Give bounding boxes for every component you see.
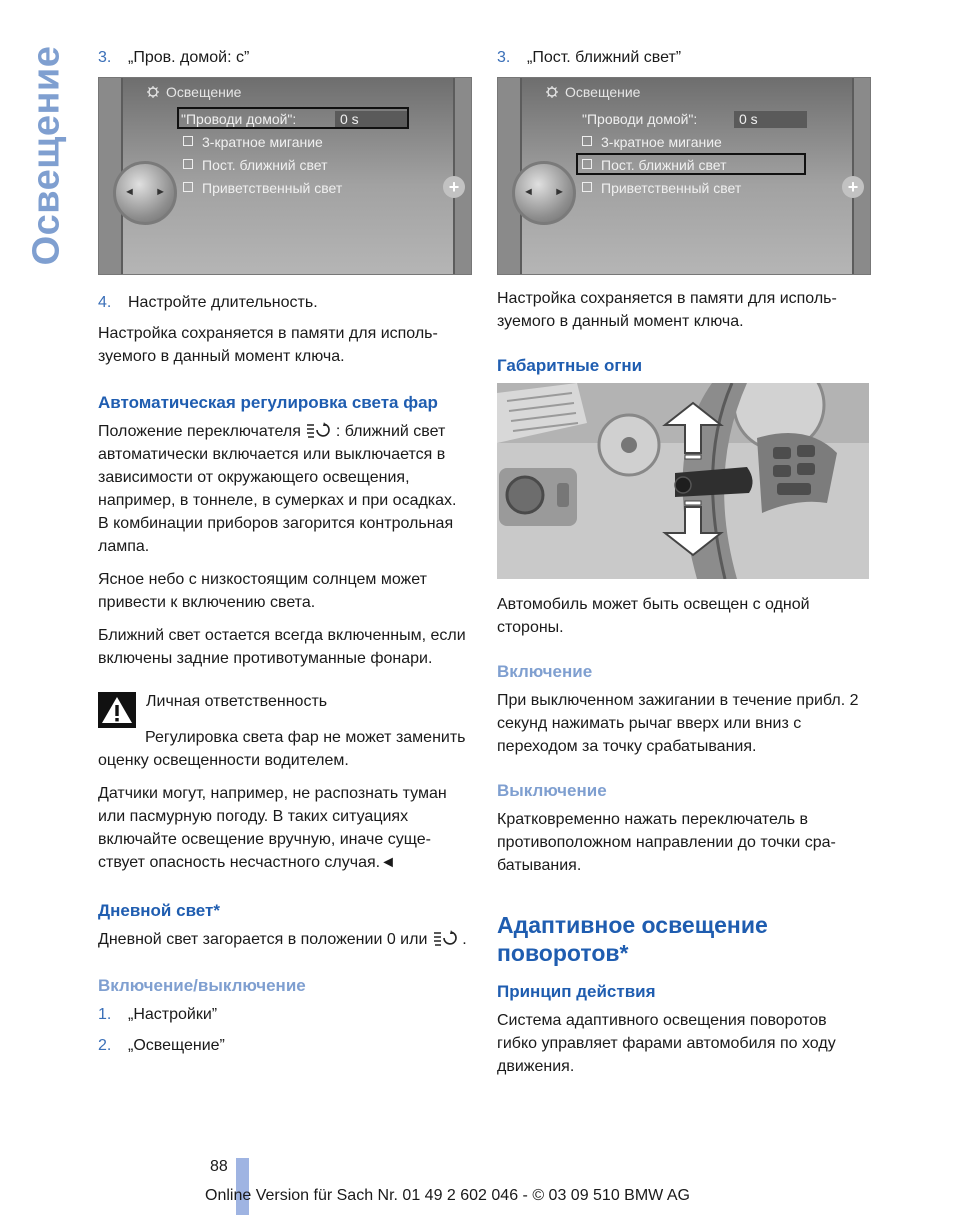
step-number: 1. [98,1006,112,1023]
menu-item-triple-flash[interactable]: 3-кратное мигание [582,134,722,150]
menu-item-daytime-low-beam[interactable]: Пост. ближний свет [582,157,727,173]
warning-block [98,690,470,728]
step-text: „Пров. домой: с” [128,49,250,66]
step-number: 2. [98,1037,112,1054]
menu-item-triple-flash[interactable]: 3-кратное мигание [183,134,323,150]
warning-triangle-icon [98,692,136,728]
saved-note: Настройка сохраняется в памяти для используемого в данный момент ключа. [497,290,837,330]
heading-adaptive-lights: Адаптивное освещение поворотов* [497,912,768,966]
one-side-text: Автомобиль может быть освещен с одной стороны. [497,596,810,636]
heading-auto-headlights: Автоматическая регулировка света фар [98,393,438,412]
menu-item-home-lights[interactable] [582,111,697,127]
step-text: „Настройки” [128,1006,218,1023]
steering-column-lever-illustration [497,383,869,579]
step-text: „Освещение” [128,1037,225,1054]
menu-item-welcome-light[interactable]: Приветственный свет [582,180,741,196]
warning-title: Личная ответственность [146,693,328,710]
switch-off-text: Кратковременно нажать переключатель в противоположном направлении до точки срабатывания. [497,811,836,874]
home-lights-value-field[interactable]: 0 s [734,111,807,128]
lighting-settings-icon [544,85,560,99]
switch-on-text: При выключенном зажигании в течение прибл. 2 секунд нажимать рычаг вверх или вниз с переходом за точку срабатывания. [497,692,859,755]
selection-highlight [576,153,806,175]
auto-light-switch-icon [305,421,331,439]
home-lights-value-field[interactable]: 0 s [335,111,408,128]
screen-title: Освещение [166,84,242,100]
principle-text: Система адаптивного освещения поворотов гибко управляет фарами автомобиля по ходу движения. [497,1012,836,1075]
arrow-left-icon: ◄ [523,186,534,198]
step-text: „Пост. ближний свет” [527,49,682,66]
checkbox-icon [582,136,592,146]
checkbox-icon [582,182,592,192]
fog-lamps-text: Ближний свет остается всегда включенным, если включены задние противотуманные фонари. [98,627,466,667]
step-4 [98,291,470,314]
page-number: 88 [210,1158,228,1175]
chapter-side-title: Освещение [25,45,68,265]
sensors-text: Датчики могут, например, не распознать туман или пасмурную погоду. В таких ситуациях включайте освещение вручную, иначе существует опасность несчастного случая.◄ [98,785,447,871]
menu-item-welcome-light[interactable]: Приветственный свет [183,180,342,196]
saved-note: Настройка сохраняется в памяти для используемого в данный момент ключа. [98,325,438,365]
auto-headlights-text: Положение переключателя : ближний свет автоматически включается или выключается в зависимости от окружающего освещения, например, в тоннеле, в сумерках и при осадках. В комбинации приборов загорится контрольная лампа. [98,423,457,555]
step-2 [98,1034,470,1057]
step-3 [98,46,470,69]
checkbox-icon [183,136,193,146]
menu-item-daytime-low-beam[interactable]: Пост. ближний свет [183,157,328,173]
screen-title-bar [544,84,640,100]
heading-parking-lights: Габаритные огни [497,356,643,375]
plus-icon: + [443,176,465,198]
controller-knob-icon [512,161,576,225]
home-lights-label: "Проводи домой": [181,111,297,127]
step-3 [497,46,869,69]
heading-daytime-lights: Дневной свет* [98,901,220,920]
heading-switch-on: Включение [497,662,593,681]
step-number: 3. [98,49,112,66]
idrive-screen-home-lights [98,77,472,275]
screen-title-bar [145,84,241,100]
plus-icon: + [842,176,864,198]
idrive-screen-daytime-low-beam [497,77,871,275]
controller-knob-icon [113,161,177,225]
home-lights-label: "Проводи домой": [582,111,698,127]
lighting-settings-icon [145,85,161,99]
screen-title: Освещение [565,84,641,100]
arrow-left-icon: ◄ [124,186,135,198]
step-number: 3. [497,49,511,66]
right-column [497,46,869,1088]
daytime-lights-text: Дневной свет загорается в положении 0 или . [98,931,467,948]
heading-principle: Принцип действия [497,982,656,1001]
arrow-right-icon: ► [155,186,166,198]
step-1 [98,1003,470,1026]
footer-copyright: Online Version für Sach Nr. 01 49 2 602 046 - © 03 09 510 BMW AG [205,1187,690,1204]
arrow-right-icon: ► [554,186,565,198]
step-number: 4. [98,294,112,311]
checkbox-icon [183,182,193,192]
auto-light-switch-icon [432,929,458,947]
heading-on-off: Включение/выключение [98,976,306,995]
step-text: Настройте длительность. [128,294,318,311]
selection-highlight [177,107,409,129]
clear-sky-text: Ясное небо с низкостоящим солнцем может привести к включению света. [98,571,427,611]
heading-switch-off: Выключение [497,781,607,800]
left-column [98,46,470,1065]
warning-body: Регулировка света фар не может заменить оценку освещенности водителем. [98,729,466,769]
checkbox-icon [183,159,193,169]
